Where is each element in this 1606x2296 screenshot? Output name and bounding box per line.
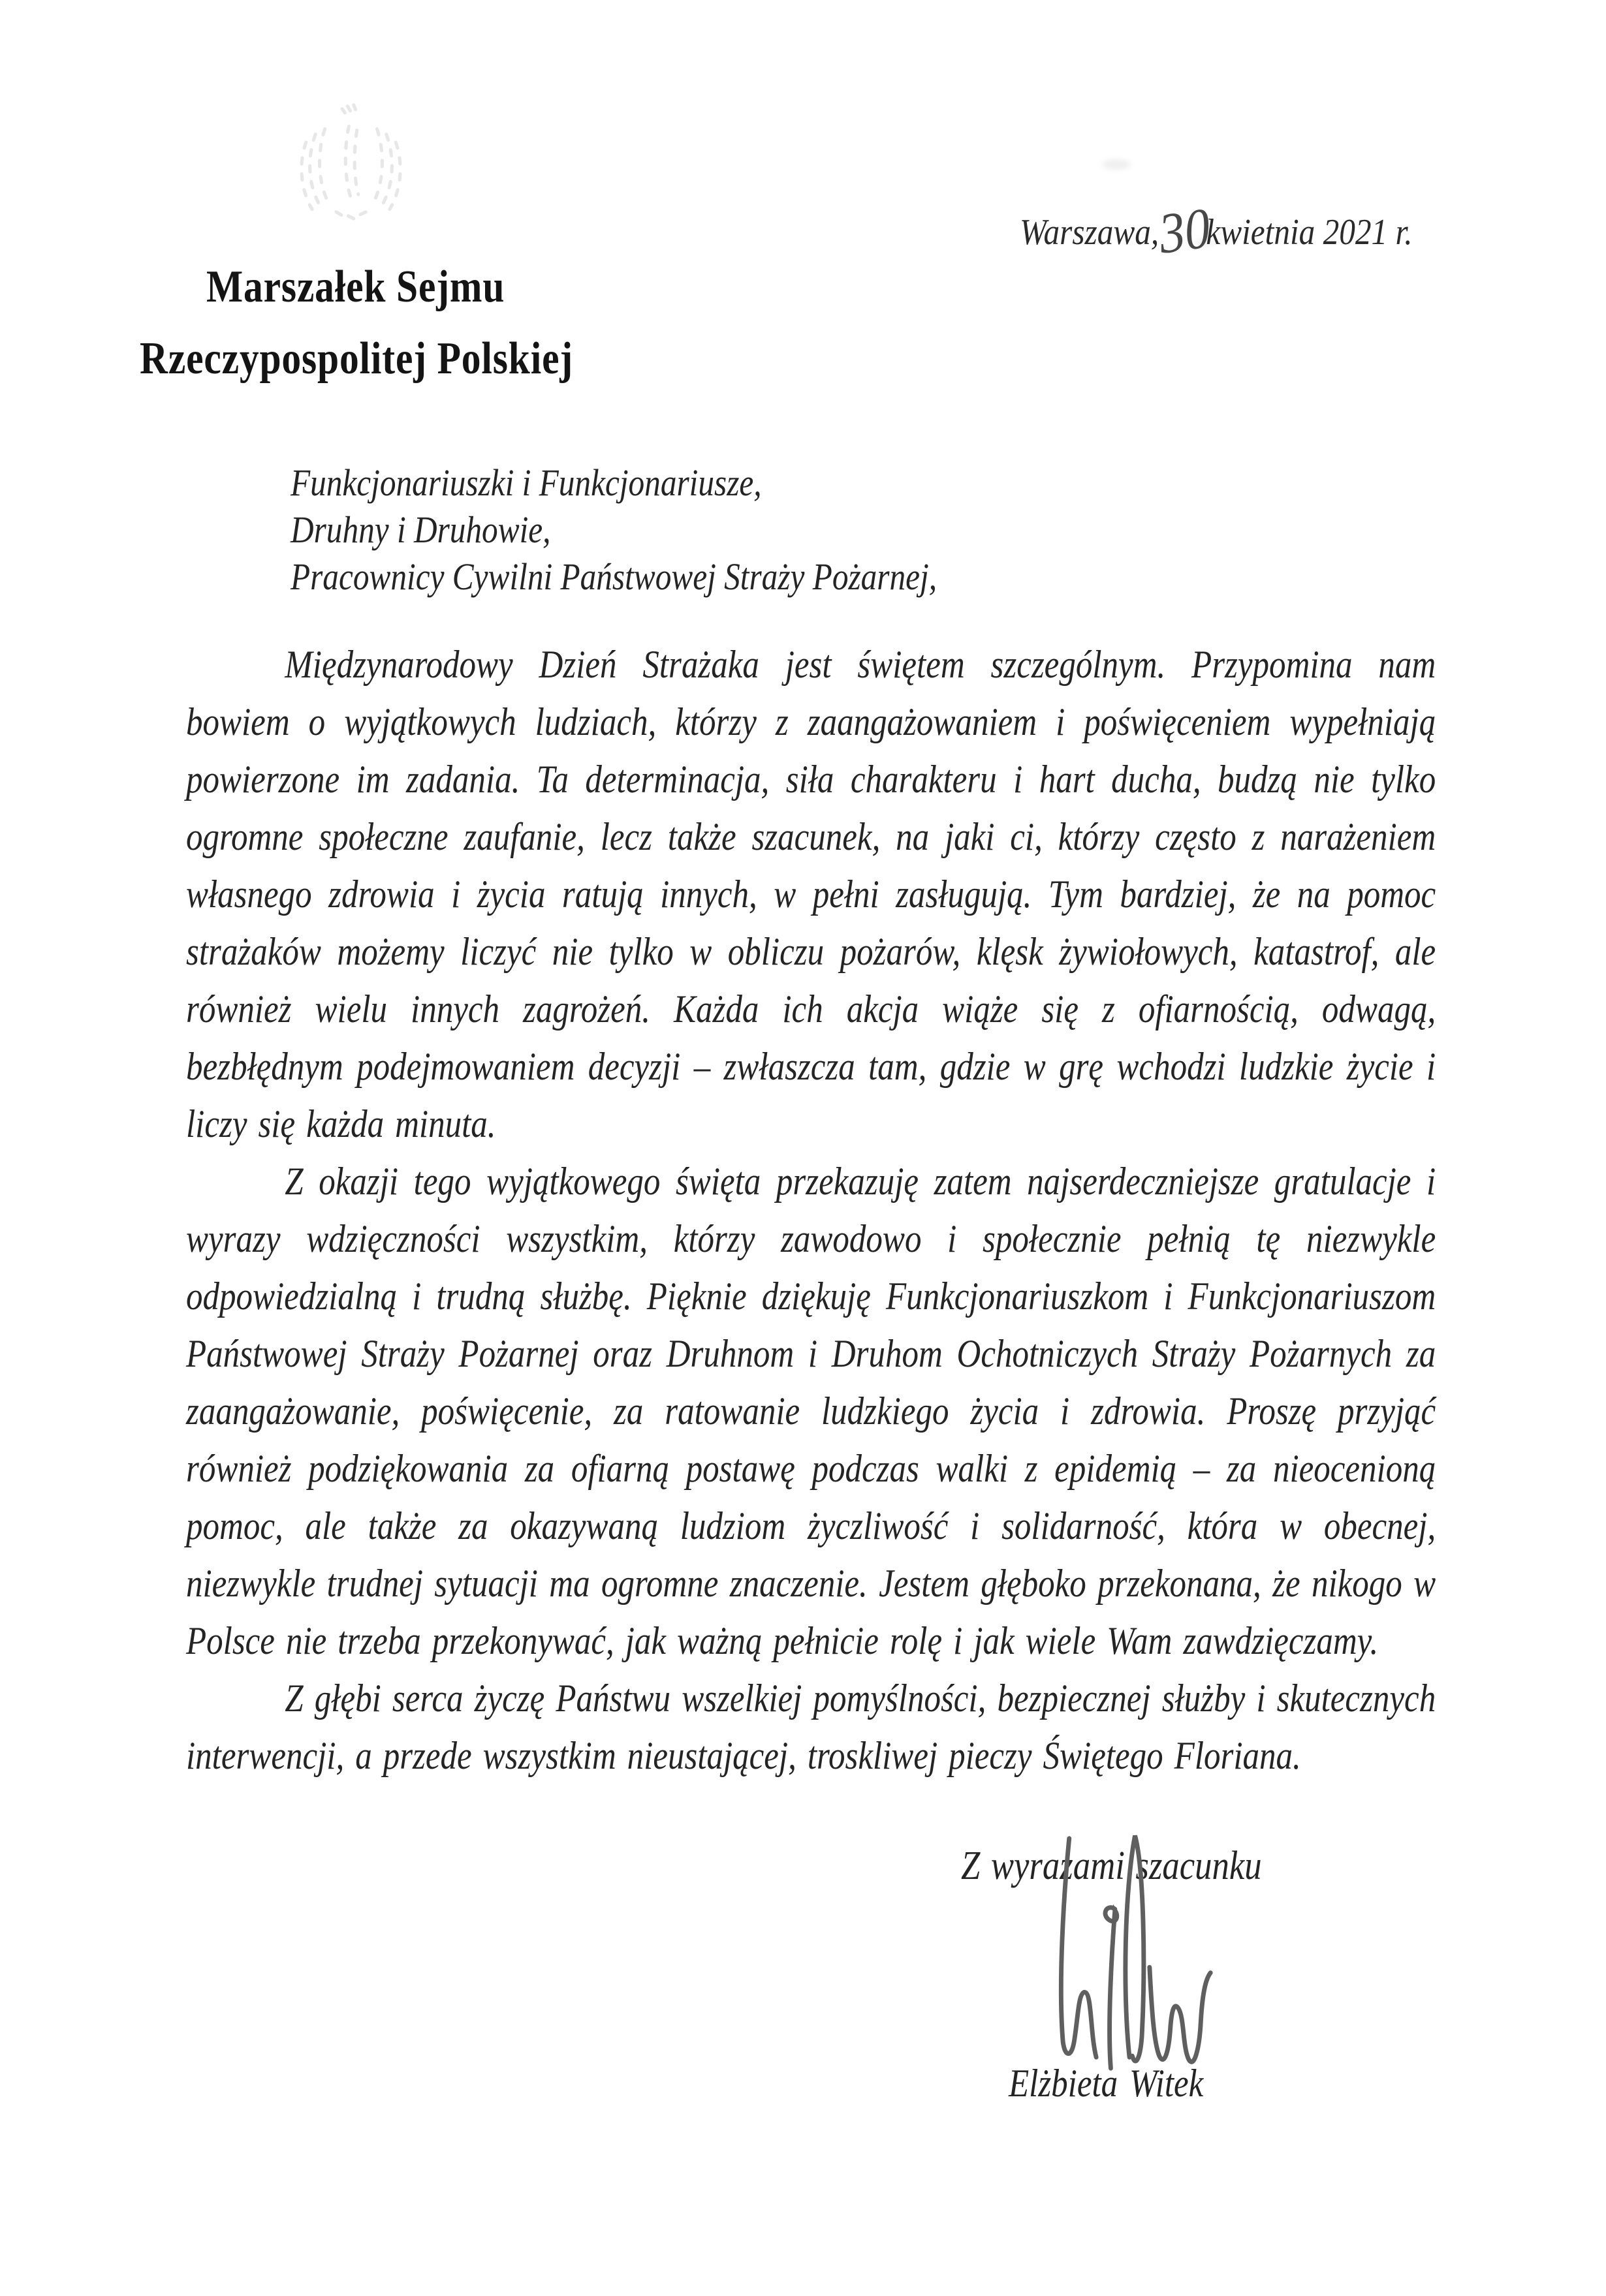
signatory-name: Elżbieta Witek xyxy=(1009,2062,1204,2105)
salutation-line: Pracownicy Cywilni Państwowej Straży Pożarnej, xyxy=(291,555,937,598)
body-paragraph: Międzynarodowy Dzień Strażaka jest świętem szczególnym. Przypomina nam bowiem o wyjątkowych ludziach, którzy z zaangażowaniem i poświęceniem wypełniają powierzone im zadania. Ta determinacja, siła charakteru i hart ducha, budzą nie tylko ogromne społeczne zaufanie, lecz także szacunek, na jaki ci, którzy często z narażeniem własnego zdrowia i życia ratują innych, w pełni zasługują. Tym bardziej, że na pomoc strażaków możemy liczyć nie tylko w obliczu pożarów, klęsk żywiołowych, katastrof, ale również wielu innych zagrożeń. Każda ich akcja wiąże się z ofiarnością, odwagą, bezbłędnym podejmowaniem decyzji – zwłaszcza tam, gdzie w grę wchodzi ludzkie życie i liczy się każda minuta. xyxy=(186,643,1436,1145)
polish-eagle-watermark-icon xyxy=(284,99,418,236)
letterhead-office-title-line2: Rzeczypospolitej Polskiej xyxy=(140,334,574,384)
salutation-block xyxy=(291,459,937,600)
handwritten-signature xyxy=(1037,1829,1221,2078)
body-paragraph: Z głębi serca życzę Państwu wszelkiej pomyślności, bezpiecznej służby i skutecznych interwencji, a przede wszystkim nieustającej, troskliwej pieczy Świętego Floriana. xyxy=(186,1677,1436,1777)
salutation-line: Druhny i Druhowie, xyxy=(291,508,551,551)
dateline xyxy=(1020,196,1413,266)
scan-smudge xyxy=(1102,159,1131,170)
letterhead-office-title-line1: Marszałek Sejmu xyxy=(206,262,505,312)
body-paragraph: Z okazji tego wyjątkowego święta przekazuję zatem najserdeczniejsze gratulacje i wyrazy wdzięczności wszystkim, którzy zawodowo i społecznie pełnią tę niezwykle odpowiedzialną i trudną służbę. Pięknie dziękuję Funkcjonariuszkom i Funkcjonariuszom Państwowej Straży Pożarnej oraz Druhnom i Druhom Ochotniczych Straży Pożarnych za zaangażowanie, poświęcenie, za ratowanie ludzkiego życia i zdrowia. Proszę przyjąć również podziękowania za ofiarną postawę podczas walki z epidemią – za nieocenioną pomoc, ale także za okazywaną ludziom życzliwość i solidarność, która w obecnej, niezwykle trudnej sytuacji ma ogromne znaczenie. Jestem głęboko przekonana, że nikogo w Polsce nie trzeba przekonywać, jak ważną pełnicie rolę i jak wiele Wam zawdzięczamy. xyxy=(186,1160,1436,1662)
closing-phrase: Z wyrazami szacunku xyxy=(961,1844,1262,1888)
dateline-city: Warszawa, xyxy=(1020,212,1159,253)
salutation-line: Funkcjonariuszki i Funkcjonariusze, xyxy=(291,461,762,504)
dateline-month-year: kwietnia 2021 r. xyxy=(1206,212,1413,253)
handwritten-day-number: 30 xyxy=(1156,196,1214,266)
letter-body xyxy=(186,636,1436,1784)
